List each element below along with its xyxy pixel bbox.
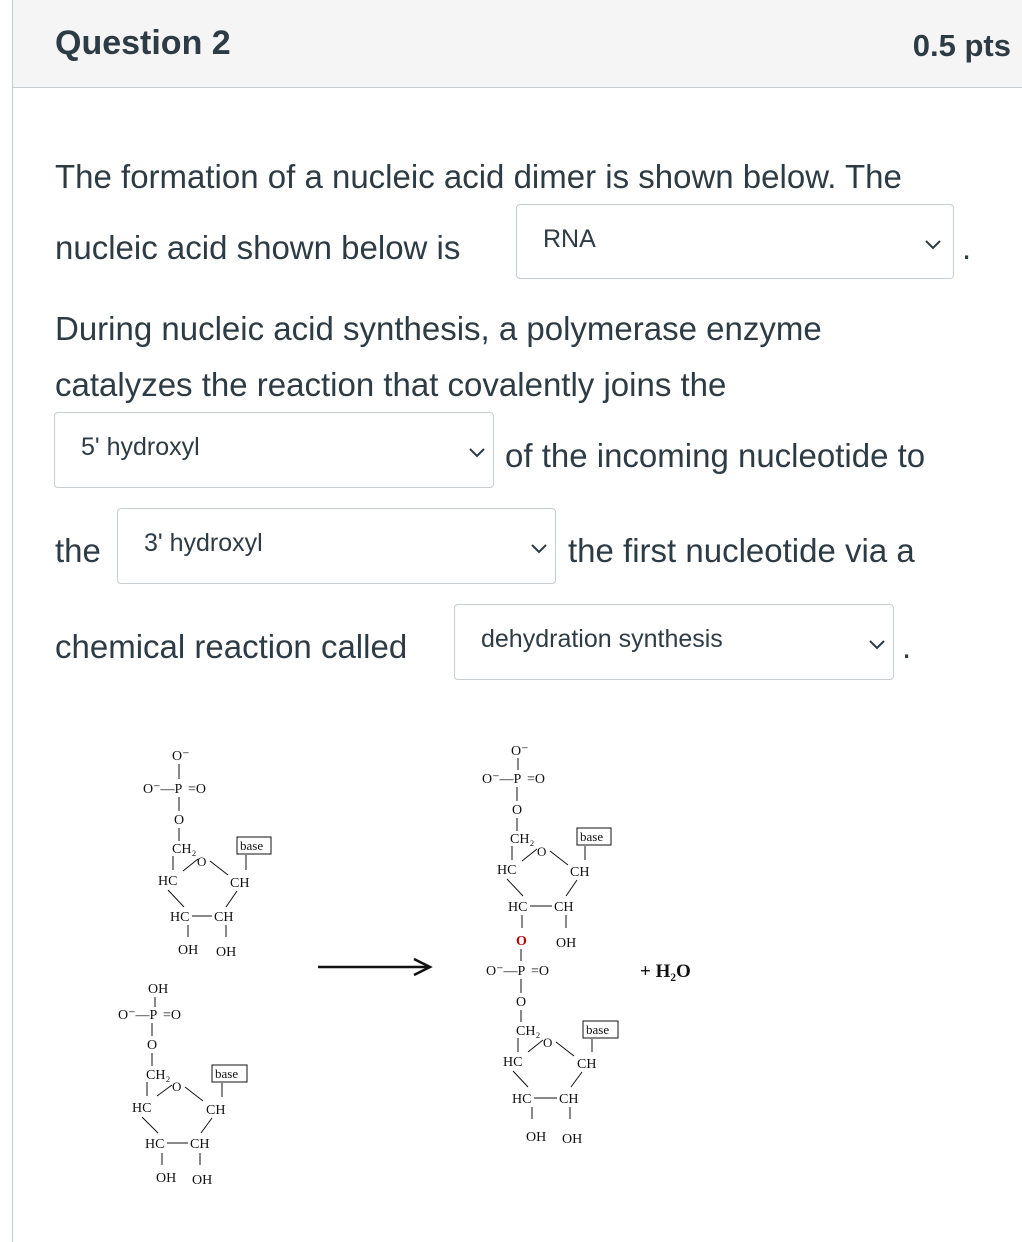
label-oh: OH (216, 945, 237, 960)
question-text-line2: nucleic acid shown below is (55, 229, 461, 266)
label-ch: CH (214, 910, 234, 925)
period-2: . (902, 628, 912, 665)
label-hc: HC (503, 1055, 523, 1070)
text-before-reaction-dropdown: chemical reaction called (55, 628, 408, 665)
label-oh: OH (148, 982, 169, 997)
label-hc: HC (508, 900, 528, 915)
label-o: O (147, 1038, 158, 1053)
question-points: 0.5 pts (912, 28, 1011, 63)
label-eq-o: =O (531, 964, 550, 979)
label-ch: CH (570, 865, 590, 880)
label-ch: CH (577, 1057, 597, 1072)
label-o-minus: O⁻ (511, 744, 529, 759)
label-ch: CH (559, 1092, 579, 1107)
chevron-down-icon (925, 239, 941, 251)
label-hc: HC (145, 1137, 165, 1152)
label-o-minus-p: O⁻—P (482, 772, 522, 787)
label-oh: OH (562, 1132, 583, 1147)
first-group-dropdown-value: 3' hydroxyl (144, 529, 263, 557)
nucleotide-dimer-diagram (100, 735, 740, 1205)
label-oh: OH (192, 1173, 213, 1188)
label-o: O (516, 995, 527, 1010)
left-nucleotide-2 (118, 982, 247, 1188)
dimer-upper-nucleotide (482, 744, 611, 979)
label-ch: CH (190, 1137, 210, 1152)
label-o-minus: O⁻ (172, 749, 190, 764)
label-base: base (586, 1022, 610, 1037)
reaction-dropdown[interactable] (454, 604, 894, 680)
label-oh: OH (526, 1130, 547, 1145)
nucleic-acid-dropdown[interactable] (516, 204, 954, 279)
label-base: base (240, 838, 264, 853)
paragraph2-line2: catalyzes the reaction that covalently joins the (55, 366, 727, 403)
label-o-minus-p: O⁻—P (118, 1008, 158, 1023)
text-before-first-dropdown: the (55, 532, 101, 569)
ring-oxygen: O (197, 854, 207, 869)
label-oh: OH (156, 1171, 177, 1186)
label-o: O (174, 813, 185, 828)
label-hc: HC (512, 1092, 532, 1107)
label-o: O (512, 803, 523, 818)
chevron-down-icon (469, 447, 485, 459)
label-hc: HC (132, 1101, 152, 1116)
ring-oxygen: O (543, 1035, 553, 1050)
text-after-first-dropdown: the first nucleotide via a (568, 532, 915, 569)
label-plus-water: + H₂O (640, 961, 691, 982)
label-linking-oxygen: O (516, 934, 527, 949)
ring-oxygen: O (537, 844, 547, 859)
text-after-incoming-dropdown: of the incoming nucleotide to (505, 437, 926, 474)
label-ch: CH (230, 876, 250, 891)
label-ch: CH (206, 1103, 226, 1118)
period-1: . (962, 229, 972, 266)
label-ch2: CH₂ (172, 842, 197, 857)
paragraph2-line1: During nucleic acid synthesis, a polymerase enzyme (55, 310, 822, 347)
incoming-group-dropdown-value: 5' hydroxyl (81, 433, 200, 461)
label-o-minus-p: O⁻—P (143, 782, 183, 797)
label-ch2: CH₂ (146, 1068, 171, 1083)
left-nucleotide-1 (143, 749, 271, 960)
label-eq-o: =O (163, 1008, 182, 1023)
chevron-down-icon (869, 639, 885, 651)
label-ch: CH (554, 900, 574, 915)
label-hc: HC (170, 910, 190, 925)
question-title: Question 2 (55, 24, 231, 62)
incoming-group-dropdown[interactable] (54, 412, 494, 488)
label-eq-o: =O (527, 772, 546, 787)
label-o-minus-p: O⁻—P (486, 964, 526, 979)
reaction-dropdown-value: dehydration synthesis (481, 625, 723, 653)
label-oh: OH (178, 943, 199, 958)
reaction-arrow (318, 959, 430, 975)
label-hc: HC (158, 874, 178, 889)
question-text-line1: The formation of a nucleic acid dimer is shown below. The (55, 158, 902, 195)
label-base: base (215, 1066, 239, 1081)
chevron-down-icon (531, 543, 547, 555)
label-oh: OH (556, 936, 577, 951)
dimer-lower-nucleotide (503, 979, 618, 1147)
ring-oxygen: O (172, 1079, 182, 1094)
question-header (13, 0, 1022, 88)
first-group-dropdown[interactable] (117, 508, 556, 584)
label-eq-o: =O (188, 782, 207, 797)
label-ch2: CH₂ (510, 832, 535, 847)
label-ch2: CH₂ (516, 1024, 541, 1039)
label-hc: HC (497, 863, 517, 878)
label-base: base (580, 829, 604, 844)
nucleic-acid-dropdown-value: RNA (543, 225, 596, 253)
